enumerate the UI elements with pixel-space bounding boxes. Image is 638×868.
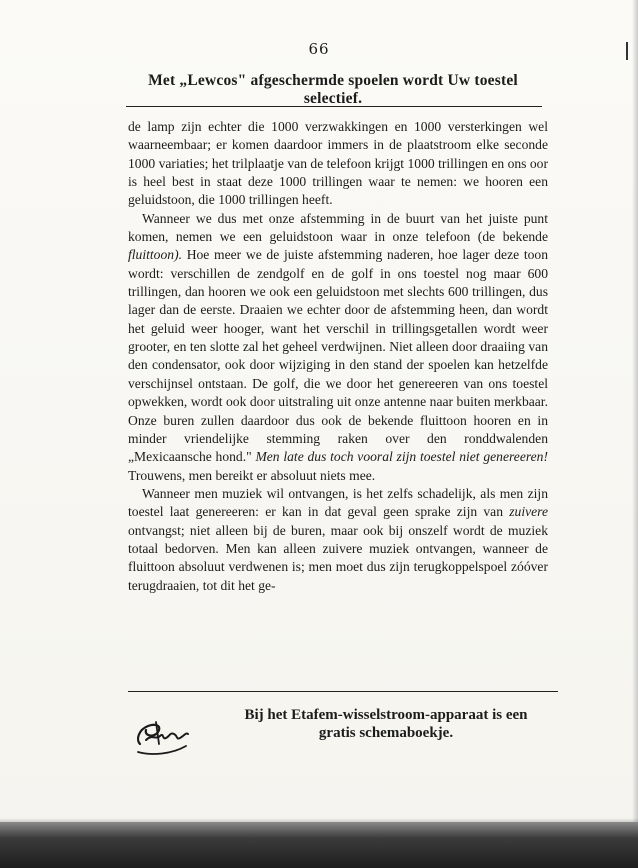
paragraph-3: [128, 485, 548, 595]
paragraph-1: de lamp zijn echter die 1000 verzwakkingen en 1000 versterkingen wel waarneembaar; er komen daardoor immers in de plaatstroom elke seconde 1000 variaties; het trilplaatje van de telefoon krijgt 1000 trillingen en ons oor is heel best in staat deze 1000 trillingen waar te nemen: we hooren een geluidstoon, die 1000 trillingen heeft.: [128, 119, 548, 208]
bottom-divider: [128, 691, 558, 692]
paragraph-2-text-b: Hoe meer we de juiste afstemming naderen, hoe lager deze toon wordt: verschillen de zendgolf en de golf in ons toestel nog maar 600 trillingen, dan hooren we ook een geluidstoon met slechts 600 trillingen, dus lager dan de eerste. Draaien we echter door de afstemming heen, dan wordt het geluid weer hooger, want het verschil in trillingsgetallen wordt weer grooter, en ten slotte zal het geheel verdwijnen. Niet alleen door draaiing van den condensator, ook door wijziging in den stand der spoelen kan hetzelfde verschijnsel ontstaan. De golf, die we door het genereeren van ons toestel opwekken, wordt ook door uitstraling uit onze antenne naar buiten merkbaar. Onze buren zullen daardoor dus ook de bekende fluittoon hooren en in minder vriendelijke stemming raken over den ronddwalenden „Mexicaansche hond.": [128, 247, 548, 465]
etafem-logo-icon: [132, 710, 192, 758]
paragraph-2-text-c: Trouwens, men bereikt er absoluut niets mee.: [128, 467, 376, 483]
footer-advertisement: [128, 702, 568, 762]
footer-ad-line-1: Bij het Etafem-wisselstroom-apparaat is een: [244, 707, 528, 723]
paragraph-2-italic-a: fluittoon).: [128, 247, 182, 263]
paragraph-2: [128, 210, 548, 485]
body-text: [128, 118, 548, 595]
footer-ad-text: [206, 706, 566, 742]
header-ad-line-1: Met „Lewcos" afgeschermde spoelen wordt Uw toestel: [148, 72, 518, 89]
paragraph-3-text-b: ontvangst; niet alleen bij de buren, maar ook bij onszelf wordt de muziek totaal bedorven. Men kan alleen zuivere muziek ontvangen, wanneer de fluittoon absoluut verdwenen is; men moet dus zijn terugkoppelspoel zóóver terugdraaien, tot dit het ge-: [128, 522, 548, 593]
header-ad-line-2: selectief.: [303, 90, 363, 107]
scan-edge-right: [632, 0, 638, 868]
scan-edge-bottom: [0, 822, 638, 868]
paragraph-2-text-a: Wanneer we dus met onze afstemming in de buurt van het juiste punt komen, nemen we een geluidstoon waar in onze telefoon (de bekende: [128, 210, 548, 245]
page-number: 66: [308, 40, 330, 58]
paragraph-3-text-a: Wanneer men muziek wil ontvangen, is het zelfs schadelijk, als men zijn toestel laat genereeren: er kan in dat geval geen sprake zijn van: [128, 485, 548, 520]
header-advertisement: [118, 72, 548, 108]
scan-mark: [626, 42, 628, 60]
paragraph-2-italic-b: Men late dus toch vooral zijn toestel niet genereeren!: [255, 449, 548, 465]
top-divider: [126, 106, 542, 107]
footer-ad-line-2: gratis schemaboekje.: [318, 725, 454, 741]
paragraph-3-italic: zuivere: [509, 504, 548, 520]
